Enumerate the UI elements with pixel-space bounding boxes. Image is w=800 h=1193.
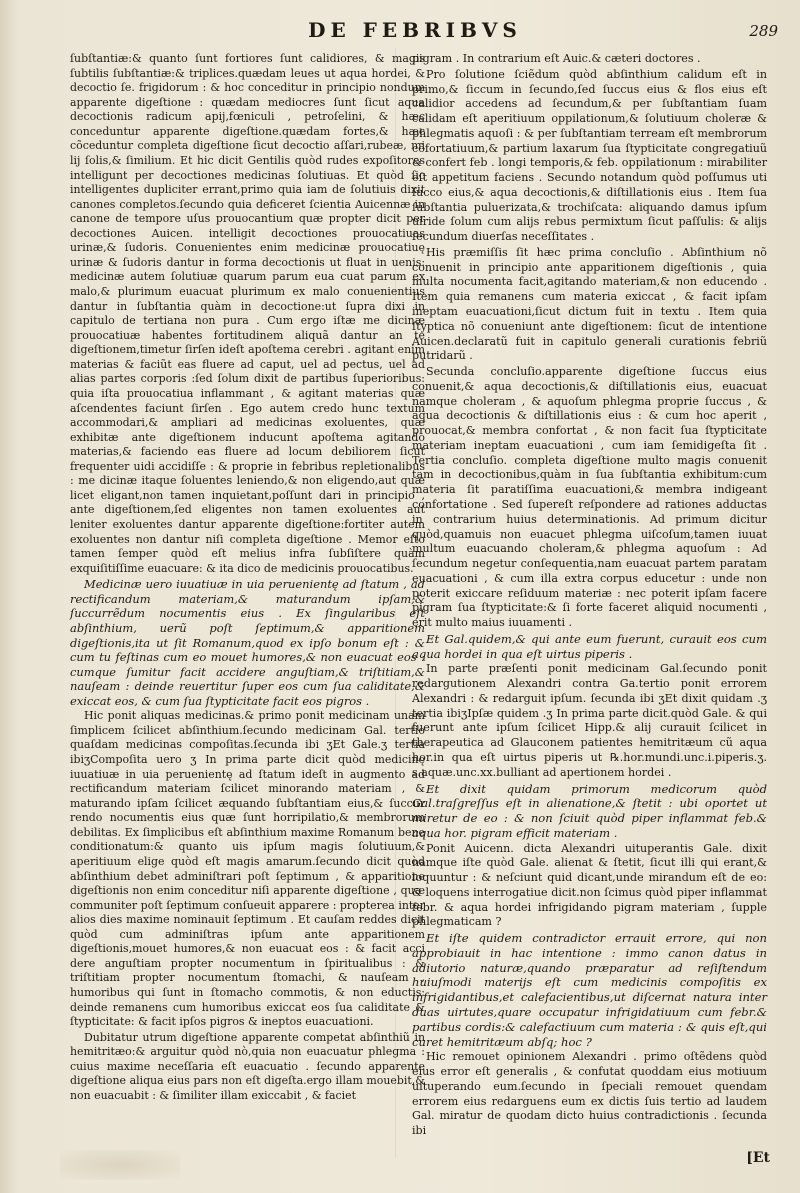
- page-number: 289: [749, 22, 778, 40]
- lemma-paragraph: Et iſte quidem contradictor errauit errore, qui non approbiauit in hac intentione : immo canon datus in adiutorio naturæ,quando præparatur ad reſiſtendum huiuſmodi materijs eſt cum medicinis compoſitis ex infrigidantibus,et calefacientibus,ut diſcernat natura inter duas uirtutes,quare occupatur infrigidatiuum cum febr.& partibus cordis:& calefactiuum cum materia : & quis eſt,qui curet hemitritæum abſq; hoc ?: [412, 931, 767, 1049]
- paragraph: pigram . In contrarium eſt Auic.& cæteri doctores .: [412, 52, 701, 65]
- paragraph: Ponit Auicenn. dicta Alexandri uituperantis Gale. dixit namque iſte quòd Gale. alienat & ſtetit, ſicut illi qui erant,& loquuntur : & neſciunt quid dicant,unde mirandum eſt de eo: & loquens interrogatiue dicit.non ſcimus quòd piper inflammat febr. & aqua hordei infrigidando pigram materiam , ſupple phlegmaticam ?: [412, 841, 767, 929]
- page-header: [0, 18, 800, 46]
- lemma-paragraph: Et dixit quidam primorum medicorum quòd Gal.traſgreſſus eſt in alienatione,& ſtetit : ubi oportet ut miretur de eo : & non ſciuit quòd piper inflammat feb.& aqua hor. pigram efficit materiam .: [412, 781, 767, 840]
- running-title: DE FEBRIBVS: [308, 18, 522, 42]
- paper-stain: [60, 1150, 180, 1180]
- paragraph: His præmiſſis ſit hæc prima concluſio . Abſinthium nõ conuenit in principio ante apparitionem digeſtionis , quia multa nocumenta facit,agitando materiam,& non educendo . Item quia remanens cum materia exiccat , & facit ipſam ineptam euacuationi,ſicut dictum fuit in textu . Item quia ſtyptica nõ conueniunt ante digeſtionem: ſicut de intentione Auicen.declaratũ fuit in capitulo generali curationis febriũ putridarũ .: [412, 245, 767, 363]
- paragraph: ſubſtantiæ:& quanto ſunt fortiores ſunt calidiores, & magis ſubtilis ſubſtantiæ:& triplices.quædam leues ut aqua hordei, & decoctio ſe. frigidorum : & hoc conceditur in principio nondum apparente digeſtione : quædam mediocres ſunt ſicut aqua decoctionis radicum apij,fœniculi , petroſelini, & hæc conceduntur apparente digeſtione.quædam fortes,& hæc cõceduntur completa digeſtione ſicut decoctio aſſari,rubeæ, mi lij ſolis,& ſimilium. Et hic dicit Gentilis quòd rudes expoſitores intelligunt per decoctiones medicinas ſolutiuas. Et quòd ſic intelligentes dupliciter errant,primo quia iam de ſolutiuis dixit canones completos.ſecundo quia deficeret ſcientia Auicennæ in canone de tempore uſus prouocantium quæ propter dicit per decoctiones Auicen. intelligit decoctiones prouocatiuas urinæ,& ſudoris. Conuenientes enim medicinæ prouocatiuę urinæ & ſudoris dantur in forma decoctionis ut fluat in uenis: medicinæ autem ſolutiuæ quarum parum eua cuat parum ex malo,& plurimum euacuat plurimum ex malo conuenientius dantur in ſubſtantia quàm in decoctione:ut ſupra dixi in capitulo de tertiana non pura . Cum ergo iſtæ me dicinæ prouocatiuæ habentes fortitudinem aliquã dantur an te digeſtionem,timetur ſirſen ideſt apoſtema cerebri . agitant enim materias & faciũt eas fluere ad caput, uel ad pectus, uel ad alias partes corporis :ſed ſolum dixit de partibus ſuperioribus: quia iſta prouocatiua inflammant , & agitant materias quæ aſcendentes faciunt ſirſen . Ego autem credo hunc textum accommodari,& ampliari ad medicinas exoluentes, quæ exhibitæ ante digeſtionem inducunt apoſtema agitando materias,& faciendo eas fluere ad locum debiliorem ſicut frequenter uidi accidiſſe : & proprie in febribus repletionalibus : me dicinæ itaque ſoluentes leniendo,& non eligendo,aut quæ licet eligant,non tamen inquietant,poſſunt dari in principio , ante digeſtionem,ſed eligentes non tamen exoluentes aut leniter exoluentes dantur apparente digeſtione:fortiter autem exoluentes non dantur niſi completa digeſtione . Memor eſto tamen ſemper quòd eſt melius infra ſubſiſtere quàm exquiſitiſſime euacuare: & ita dico de medicinis prouocatibus.: [70, 52, 425, 575]
- lemma-paragraph: Medicinæ uero iuuatiuæ in uia peruenientę ad ſtatum , ad rectificandum materiam,& maturandum ipſam,& ſuccurrẽdum nocumentis eius . Ex ſingularibus eſt abſinthium, uerũ poſt ſeptimum,& apparitionem digeſtionis,ita ut ſit Romanum,quod ex ipſo bonum eſt : & cum tu feſtinas cum eo mouet humores,& non euacuat eos : cumque ſumitur facit accidere anguſtiam,& triſtitiam,& nauſeam : deinde reuertitur ſuper eos cum ſua caliditate,& exiccat eos, & cum ſua ſtypticitate facit eos pigros .: [70, 577, 425, 708]
- paragraph: Hic remouet opinionem Alexandri . primo oſtẽdens quòd eius error eſt generalis , & confutat quoddam eius motiuum uituperando eum.ſecundo in ſpeciali remouet quendam errorem eius redarguens eum ex dictis ſuis tertio ad laudem Gal. miratur de quodam dicto huius contradictionis . ſecunda ibi: [412, 1050, 767, 1138]
- right-column: [412, 52, 767, 1140]
- left-column: [70, 52, 425, 1105]
- paragraph: Hic ponit aliquas medicinas.& primo ponit medicinam unam ſimplicem ſcilicet abſinthium.ſecundo medicinam Gal. tertio quaſdam medicinas compoſitas.ſecunda ibi ʒEt Gale.ʒ tertia ibiʒCompoſita uero ʒ In prima parte dicit quòd medicinę iuuatiuæ in uia peruenientę ad ſtatum ideſt in augmento ad rectificandum materiam ſcilicet minorando materiam , & maturando ipſam ſcilicet æquando ſubſtantiam eius,& ſuccur rendo nocumentis eius quæ ſunt horripilatio,& membrorum debilitas. Ex ſimplicibus eſt abſinthium maxime Romanum bene conditionatum:& quanto uis ipſum magis ſolutiuum,& aperitiuum elige quòd eſt magis amarum.ſecundo dicit quòd abſinthium debet adminiſtrari poſt ſeptimum , & apparitione digeſtionis non enim conceditur niſi apparente digeſtione , quæ communiter poſt ſeptimum conſueuit apparere : propterea inter alios dies maxime nominauit ſeptimum . Et cauſam reddes dicit quòd cum adminiſtras ipſum ante apparitionem digeſtionis,mouet humores,& non euacuat eos : & facit acci dere anguſtiam propter nocumentum in ſpiritualibus : & triſtitiam propter nocumentum ſtomachi, & nauſeam , humoribus qui ſunt in ſtomacho commotis, & non eductis: deinde remanens cum humoribus exiccat eos ſua caliditate & ſtypticitate: & facit ipſos pigros & ineptos euacuationi.: [70, 709, 425, 1029]
- paragraph: Dubitatur utrum digeſtione apparente competat abſinthiũ in hemitritæo:& arguitur quòd nò,quia non euacuatur phlegma : cuius maxime neceſſaria eſt euacuatio . ſecundo apparente digeſtione aliqua eius pars non eſt digeſta.ergo illam mouebit,& non euacuabit : & ſimiliter illam exiccabit , & faciet: [70, 1030, 425, 1102]
- catchword: [Et: [746, 1150, 770, 1166]
- paragraph: Secunda concluſio.apparente digeſtione ſuccus eius conuenit,& aqua decoctionis,& diſtillationis eius, euacuat namque choleram , & aquoſum phlegma proprie ſuccus , & aqua decoctionis & diſtillationis eius : & cum hoc aperit , prouocat,& membra confortat , & non facit ſua ſtypticitate materiam ineptam euacuationi , cum iam ſemidigeſta ſit . Tertia concluſio. completa digeſtione multo magis conuenit tam in decoctionibus,quàm in ſua ſubſtantia exhibitum:cum materia ſit paratiſſima euacuationi,& membra indigeant confortatione . Sed ſupereſt reſpondere ad rationes adductas in contrarium huius determinationis. Ad primum dicitur quòd,quamuis non euacuet phlegma uiſcoſum,tamen iuuat multum euacuando choleram,& phlegma aquoſum : Ad ſecundum negetur conſequentia,nam euacuat partem paratam euacuationi , & cum illa extra corpus educetur : unde non poterit exiccare reſiduum materiæ : nec poterit ipſam facere pigram ſua ſtypticitate:& ſi forte faceret aliquid nocumenti , erit multo maius iuuamenti .: [412, 365, 767, 630]
- paragraph: Pro ſolutione ſciẽdum quòd abſinthium calidum eſt in primo,& ſiccum in ſecundo,ſed ſuccus eius & flos eius eſt calidior accedens ad ſecundum,& per ſubſtantiam ſuam calidam eſt aperitiuum oppilationum,& ſolutiuum choleræ & phlegmatis aquoſi : & per ſubſtantiam terream eſt membrorum cõfortatiuum,& partium laxarum ſua ſtypticitate congregatiuũ & confert feb . longi temporis,& feb. oppilationum : mirabiliter eſt appetitum faciens . Secundo notandum quòd poſſumus uti ſucco eius,& aqua decoctionis,& diſtillationis eius . Item ſua ſubſtantia puluerizata,& trochiſcata: aliquando damus ipſum uiride ſolum cum alijs rebus permixtum ſicut paſſulis: & alijs ſecundum diuerſas neceſſitates .: [412, 67, 767, 244]
- paragraph: In parte præſenti ponit medicinam Gal.ſecundo ponit redargutionem Alexandri contra Ga.tertio ponit errorem Alexandri : & redarguit ipſum. ſecunda ibi ʒEt dixit quidam .ʒ tertia ibiʒIpſæ quidem .ʒ In prima parte dicit.quòd Gale. & qui fuerunt ante ipſum ſcilicet Hipp.& alij curauit ſcilicet in therapeutica ad Glauconem patientes hemitritæum cũ aqua hor.in qua eſt uirtus piperis ut ℞.hor.mundi.unc.i.piperis.ʒ. s.aquæ.unc.xx.bulliant ad apertionem hordei .: [412, 662, 767, 779]
- lemma-paragraph: Et Gal.quidem,& qui ante eum fuerunt, curauit eos cum aqua hordei in qua eſt uirtus piperis .: [412, 631, 767, 661]
